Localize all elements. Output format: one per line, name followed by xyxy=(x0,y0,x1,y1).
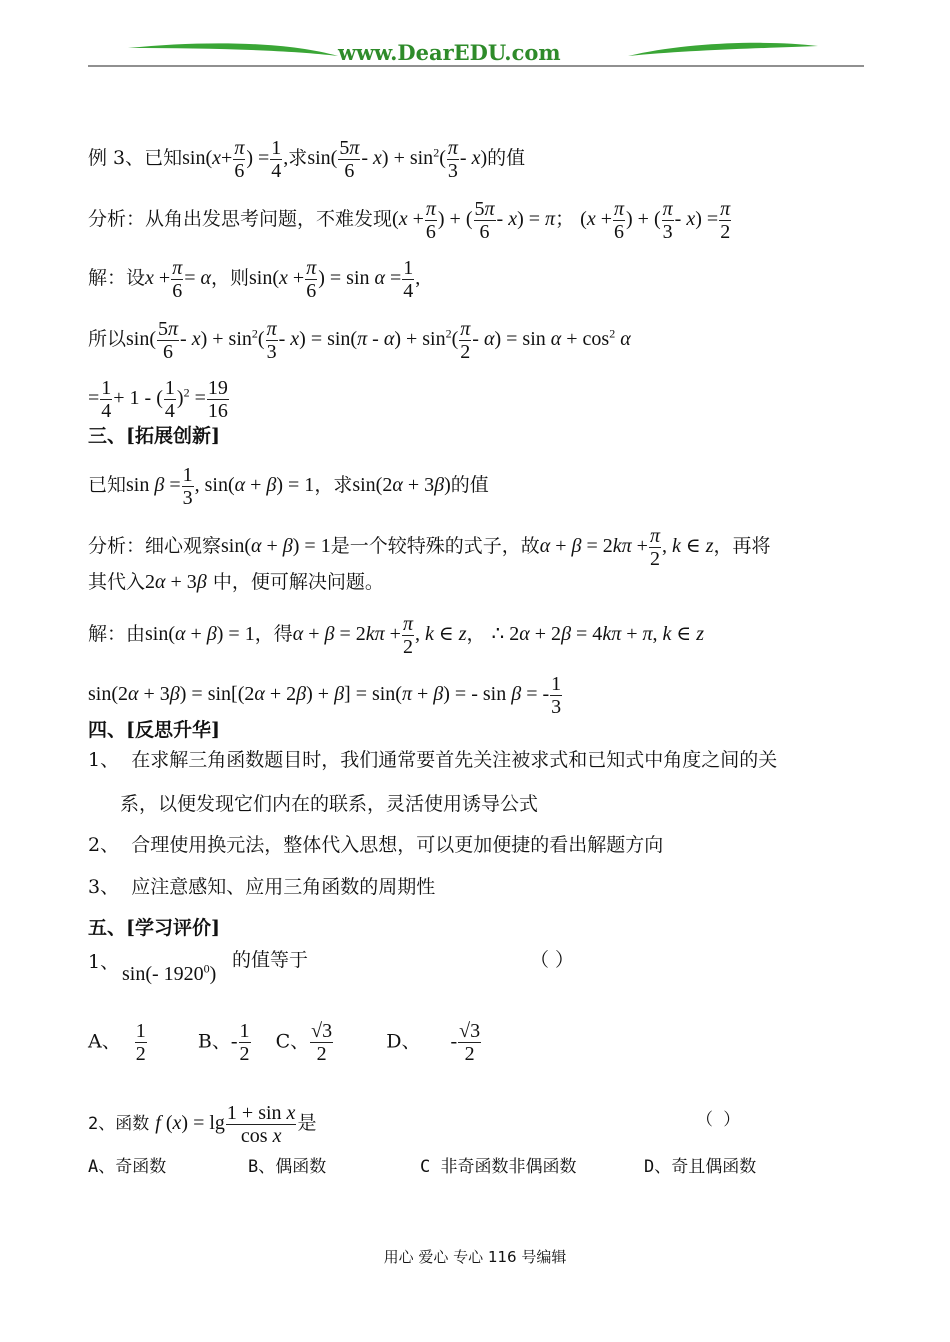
ext-problem: 已知sin β = $\frac{1}{3}$ , sin(α + β) = 1，求sin(2α + 3β)的值 xyxy=(88,464,489,509)
reflect-item-1-cont: 系，以便发现它们内在的联系，灵活使用诱导公式 xyxy=(120,793,539,815)
example3-result: = $\frac{1}{4}$ + 1 - ( $\frac{1}{4}$ )$^2$ = $\frac{19}{16}$ xyxy=(88,377,228,422)
example3-so: 所以sin( $\frac{5\pi}{6}$ - $x) + \sin^2$( $\frac{\pi}{3}$ - $x) = \sin(\pi - \alpha) + \sin^2$( $\frac{\pi}{2}$ - $\alpha) = \sin \alpha + \cos^2 \alpha$ xyxy=(88,318,631,363)
footer: 用心 爱心 专心 116 号编辑 xyxy=(383,1248,567,1266)
ext-solution-1: 解：由sin(α + β) = 1，得α + β = 2kπ + $\frac{\pi}{2}$ , k ∈ z， ∴ 2α + 2β = 4kπ + π, k ∈ z xyxy=(88,613,705,658)
section-5-title: 五、[学习评价] xyxy=(88,917,220,939)
eval-q2-opt-a: A、奇函数 xyxy=(88,1157,167,1177)
eval-q1-options: A、 $\frac{1}{2}$ B、- $\frac{1}{2}$ C、 $\frac{√3}{2}$ D、 - $\frac{√3}{2}$ xyxy=(88,1020,481,1065)
example3-analysis: 分析：从角出发思考问题，不难发现(x + $\frac{\pi}{6}$ ) + ( $\frac{5\pi}{6}$ - x) = π； (x + $\frac{\pi}{6}$ ) + ( $\frac{\pi}{3}$ - x) = $\frac{\pi}{2}$ xyxy=(88,198,731,243)
example3-line: 例 3、已知sin(x+ $\frac{\pi}{6}$ ) = $\frac{1}{4}$ ,求sin( $\frac{5\pi}{6}$ - $x) + \sin^2$( $\frac{\pi}{3}$ - x)的值 xyxy=(88,137,526,182)
eval-q1-paren: （ ） xyxy=(530,949,575,971)
eval-q2-opt-b: B、偶函数 xyxy=(248,1157,327,1177)
example3-solution: 解：设x + $\frac{\pi}{6}$ = α，则sin(x + $\frac{\pi}{6}$ ) = sin α = $\frac{1}{4}$ , xyxy=(88,257,421,302)
eval-q1-text: 的值等于 xyxy=(232,949,309,971)
ext-solution-2: sin(2α + 3β) = sin[(2α + 2β) + β] = sin(π + β) = - sin β = - $\frac{1}{3}$ xyxy=(88,673,562,718)
eval-q2-opt-c: C 非奇函数非偶函数 xyxy=(420,1157,577,1177)
eval-q1-expr: sin(- 1920$^0$) xyxy=(122,961,217,985)
ext-analysis-2: 其代入2α + 3β 中，便可解决问题。 xyxy=(88,571,384,593)
header-banner xyxy=(88,36,864,70)
eval-q2-paren: （ ） xyxy=(696,1110,741,1130)
section-3-title: 三、[拓展创新] xyxy=(88,425,220,447)
ext-analysis-1: 分析：细心观察sin(α + β) = 1是一个较特殊的式子，故α + β = 2kπ + $\frac{\pi}{2}$ , k ∈ z，再将 xyxy=(88,525,771,570)
site-name: www.DearEDU.com xyxy=(338,40,561,65)
reflect-item-1: 1、 在求解三角函数题目时，我们通常要首先关注被求式和已知式中角度之间的关 xyxy=(88,749,778,771)
reflect-item-2: 2、 合理使用换元法，整体代入思想，可以更加便捷的看出解题方向 xyxy=(88,834,664,856)
eval-q1: 1、 xyxy=(88,951,120,973)
eval-q2-opt-d: D、奇且偶函数 xyxy=(644,1157,757,1177)
reflect-item-3: 3、 应注意感知、应用三角函数的周期性 xyxy=(88,876,436,898)
eval-q2: 2、函数 f (x) = lg $\frac{\text{1 + sin x}}{\text{cos x}}$ 是 xyxy=(88,1102,317,1147)
section-4-title: 四、[反思升华] xyxy=(88,719,220,741)
